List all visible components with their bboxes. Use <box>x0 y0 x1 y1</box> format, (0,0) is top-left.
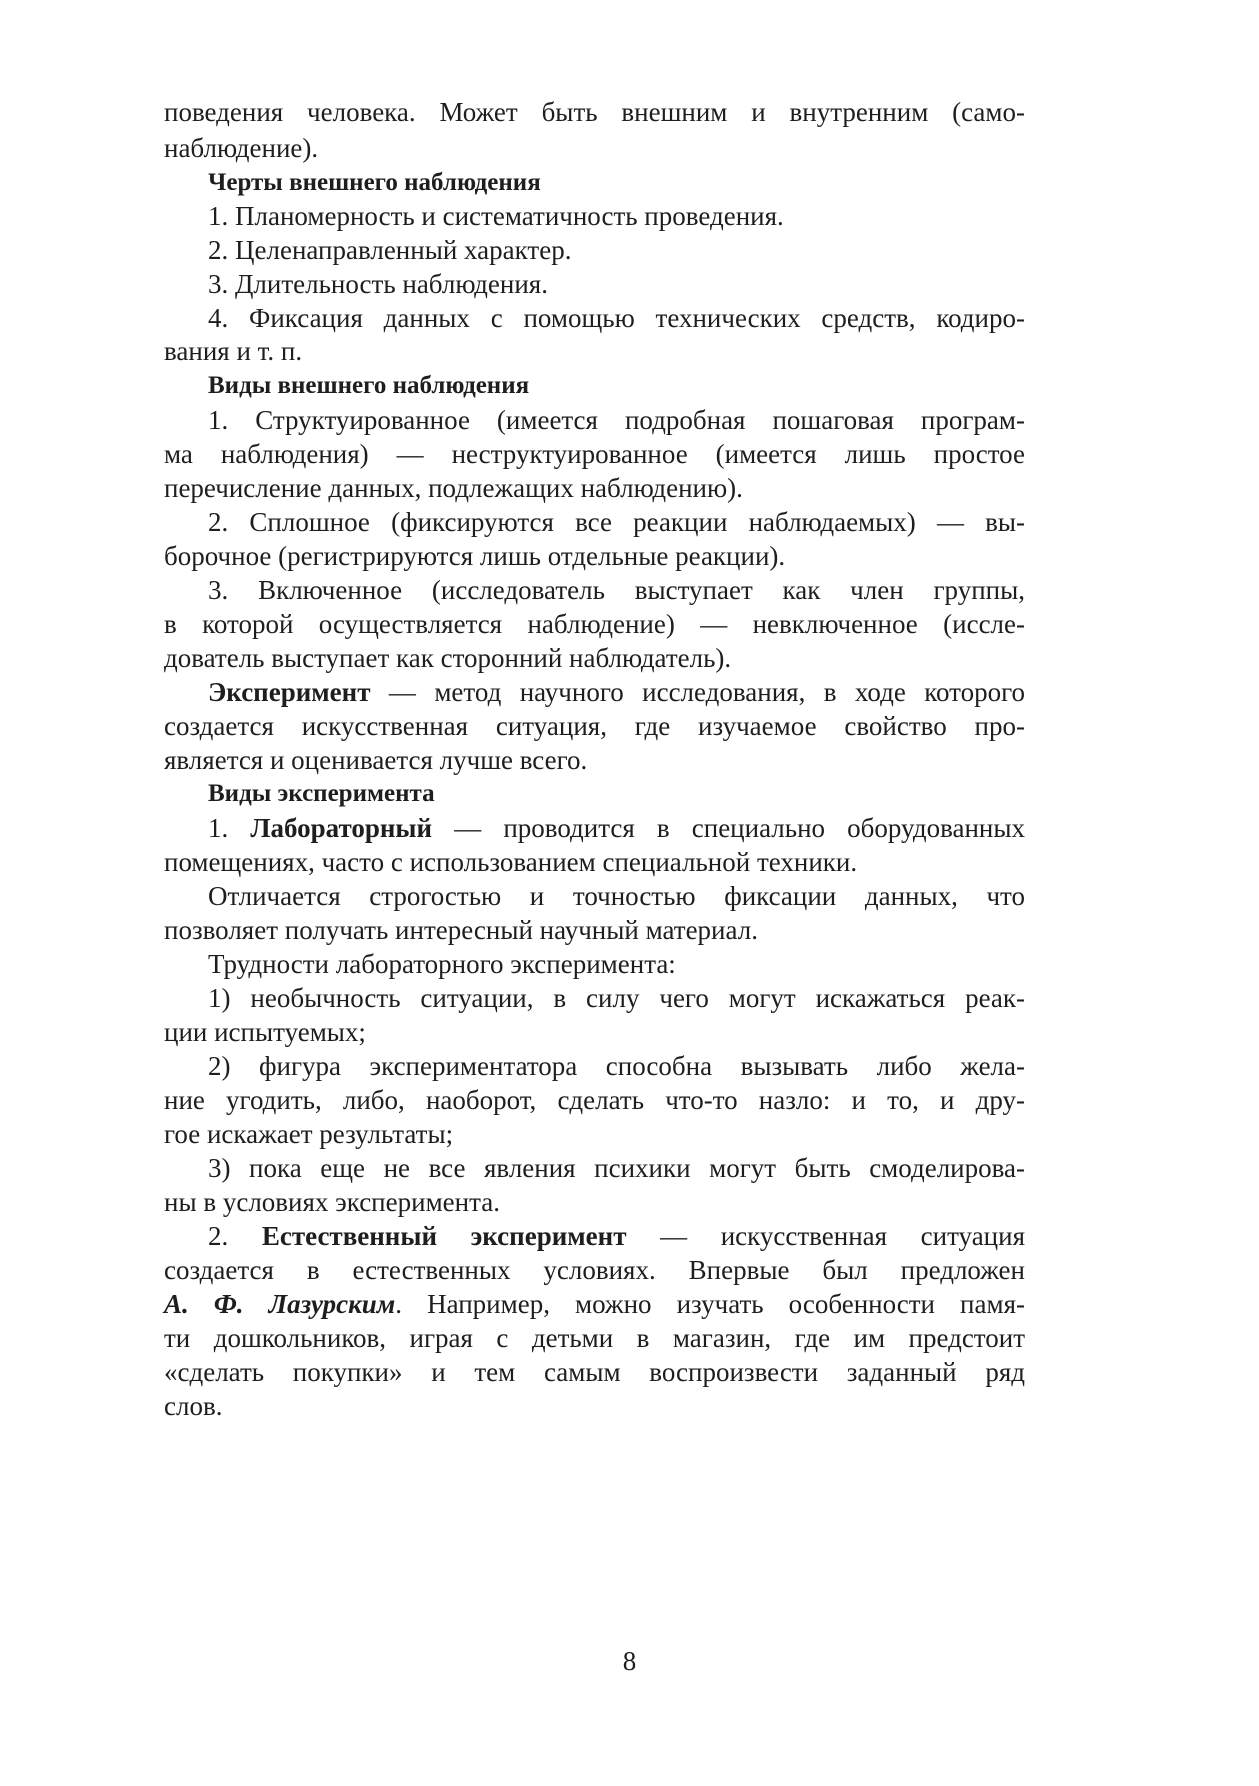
text-span: 2. <box>208 1221 262 1251</box>
list-item <box>208 1218 1025 1254</box>
section-heading: Виды эксперимента <box>208 780 435 807</box>
text-line: дователь выступает как сторонний наблюдатель). <box>164 643 732 673</box>
text-line: в которой осуществляется наблюдение) — невключенное (иссле- <box>164 609 1025 639</box>
term-laboratory: Лабораторный <box>250 813 433 843</box>
text-line: создается в естественных условиях. Впервые был предложен <box>164 1255 1025 1285</box>
list-item: 1. Планомерность и систематичность проведения. <box>208 201 784 231</box>
text-line: ти дошкольников, играя с детьми в магазин, где им предстоит <box>164 1323 1025 1353</box>
text-line: перечисление данных, подлежащих наблюдению). <box>164 473 743 503</box>
text-line: вания и т. п. <box>164 336 303 366</box>
text-span: — искусственная ситуация <box>626 1221 1025 1251</box>
text-span: . Например, можно изучать особенности памя- <box>395 1289 1025 1319</box>
text-line: «сделать покупки» и тем самым воспроизвести заданный ряд <box>164 1357 1025 1387</box>
list-item: 4. Фиксация данных с помощью технических средств, кодиро- <box>208 303 1025 333</box>
text-line: наблюдение). <box>164 133 319 163</box>
list-item: 3. Включенное (исследователь выступает как член группы, <box>208 575 1025 605</box>
text-line: слов. <box>164 1391 223 1421</box>
text-line: ма наблюдения) — неструктуированное (имеется лишь простое <box>164 439 1025 469</box>
list-item: 2) фигура экспериментатора способна вызывать либо жела- <box>208 1051 1025 1081</box>
list-item: 3) пока еще не все явления психики могут быть смоделирова- <box>208 1153 1025 1183</box>
text-line: помещениях, часто с использованием специальной техники. <box>164 847 858 877</box>
list-item <box>208 810 1025 846</box>
text-span: — метод научного исследования, в ходе которого <box>370 677 1025 707</box>
text-line: Отличается строгостью и точностью фиксации данных, что <box>208 881 1025 911</box>
list-item: 2. Целенаправленный характер. <box>208 235 572 265</box>
text-line: позволяет получать интересный научный материал. <box>164 915 758 945</box>
text-line <box>164 1286 1025 1322</box>
text-line: ние угодить, либо, наоборот, сделать что-то назло: и то, и дру- <box>164 1085 1025 1115</box>
author-name: А. Ф. Лазурским <box>164 1289 396 1319</box>
section-heading: Черты внешнего наблюдения <box>208 169 541 196</box>
text-span: 1. <box>208 813 251 843</box>
list-item: 3. Длительность наблюдения. <box>208 269 548 299</box>
text-line: создается искусственная ситуация, где изучаемое свойство про- <box>164 711 1025 741</box>
text-line: является и оценивается лучше всего. <box>164 745 588 775</box>
page-number: 8 <box>622 1646 637 1676</box>
text-line: ции испытуемых; <box>164 1017 366 1047</box>
text-line <box>208 674 1025 710</box>
term-experiment: Эксперимент <box>208 677 371 707</box>
term-natural-experiment: Естественный эксперимент <box>261 1221 627 1251</box>
text-span: — проводится в специально оборудованных <box>432 813 1025 843</box>
text-line: поведения человека. Может быть внешним и внутренним (само- <box>164 97 1025 127</box>
text-line: ны в условиях эксперимента. <box>164 1187 500 1217</box>
section-heading: Виды внешнего наблюдения <box>208 372 530 399</box>
list-item: 1. Структуированное (имеется подробная пошаговая програм- <box>208 405 1025 435</box>
text-line: гое искажает результаты; <box>164 1119 454 1149</box>
text-line: Трудности лабораторного эксперимента: <box>208 949 676 979</box>
list-item: 1) необычность ситуации, в силу чего могут искажаться реак- <box>208 983 1025 1013</box>
list-item: 2. Сплошное (фиксируются все реакции наблюдаемых) — вы- <box>208 507 1025 537</box>
text-line: борочное (регистрируются лишь отдельные реакции). <box>164 541 786 571</box>
